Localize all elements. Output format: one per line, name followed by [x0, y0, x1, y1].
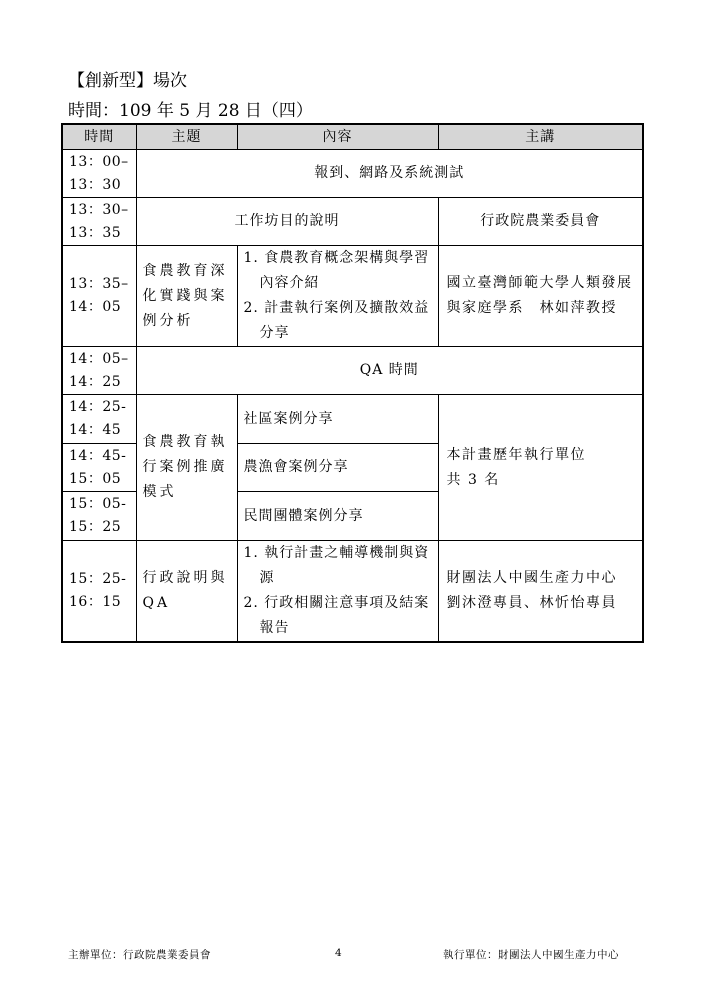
time-cell: 15：25- 16：15	[62, 541, 136, 643]
time-cell: 13：30– 13：35	[62, 198, 136, 246]
speaker-cell: 行政院農業委員會	[438, 198, 643, 246]
speaker-cell: 本計畫歷年執行單位 共 3 名	[438, 395, 643, 541]
time-cell: 14：45- 15：05	[62, 444, 136, 492]
session-date-heading: 時間：109 年 5 月 28 日（四）	[68, 101, 313, 121]
content-item: 1. 食農教育概念架構與學習內容介紹	[243, 250, 430, 291]
content-item: 2. 行政相關注意事項及結案報告	[243, 595, 430, 636]
table-row	[62, 347, 643, 395]
column-header-time: 時間	[62, 124, 136, 150]
table-row	[62, 395, 643, 444]
page-number: 4	[335, 947, 343, 959]
time-cell: 15：05- 15：25	[62, 492, 136, 541]
content-item: 2. 計畫執行案例及擴散效益分享	[243, 300, 430, 341]
topic-cell: 行政說明與 QA	[136, 541, 237, 643]
qa-time-cell: QA 時間	[136, 347, 643, 395]
table-row	[62, 198, 643, 246]
speaker-cell: 國立臺灣師範大學人類發展與家庭學系 林如萍教授	[438, 246, 643, 347]
footer-executor: 執行單位：財團法人中國生產力中心	[443, 949, 619, 961]
registration-cell: 報到、網路及系統測試	[136, 150, 643, 198]
table-row	[62, 150, 643, 198]
speaker-cell: 財團法人中國生產力中心 劉沐澄專員、林忻怡專員	[438, 541, 643, 643]
content-cell	[237, 246, 438, 347]
content-cell: 社區案例分享	[237, 395, 438, 444]
table-row	[62, 541, 643, 643]
workshop-purpose-cell: 工作坊目的說明	[136, 198, 438, 246]
content-item: 1. 執行計畫之輔導機制與資源	[243, 545, 430, 586]
column-header-content: 內容	[237, 124, 438, 150]
schedule-table	[61, 123, 644, 643]
table-header-row	[62, 124, 643, 150]
time-cell: 13：00– 13：30	[62, 150, 136, 198]
column-header-topic: 主題	[136, 124, 237, 150]
content-cell	[237, 541, 438, 643]
time-cell: 14：05– 14：25	[62, 347, 136, 395]
table-row	[62, 246, 643, 347]
content-cell: 民間團體案例分享	[237, 492, 438, 541]
topic-cell: 食農教育深化實踐與案例分析	[136, 246, 237, 347]
footer-organizer: 主辦單位：行政院農業委員會	[68, 949, 211, 961]
column-header-speaker: 主講	[438, 124, 643, 150]
content-cell: 農漁會案例分享	[237, 444, 438, 492]
topic-cell: 食農教育執行案例推廣模式	[136, 395, 237, 541]
session-type-heading: 【創新型】場次	[68, 71, 187, 91]
time-cell: 13：35– 14：05	[62, 246, 136, 347]
time-cell: 14：25- 14：45	[62, 395, 136, 444]
